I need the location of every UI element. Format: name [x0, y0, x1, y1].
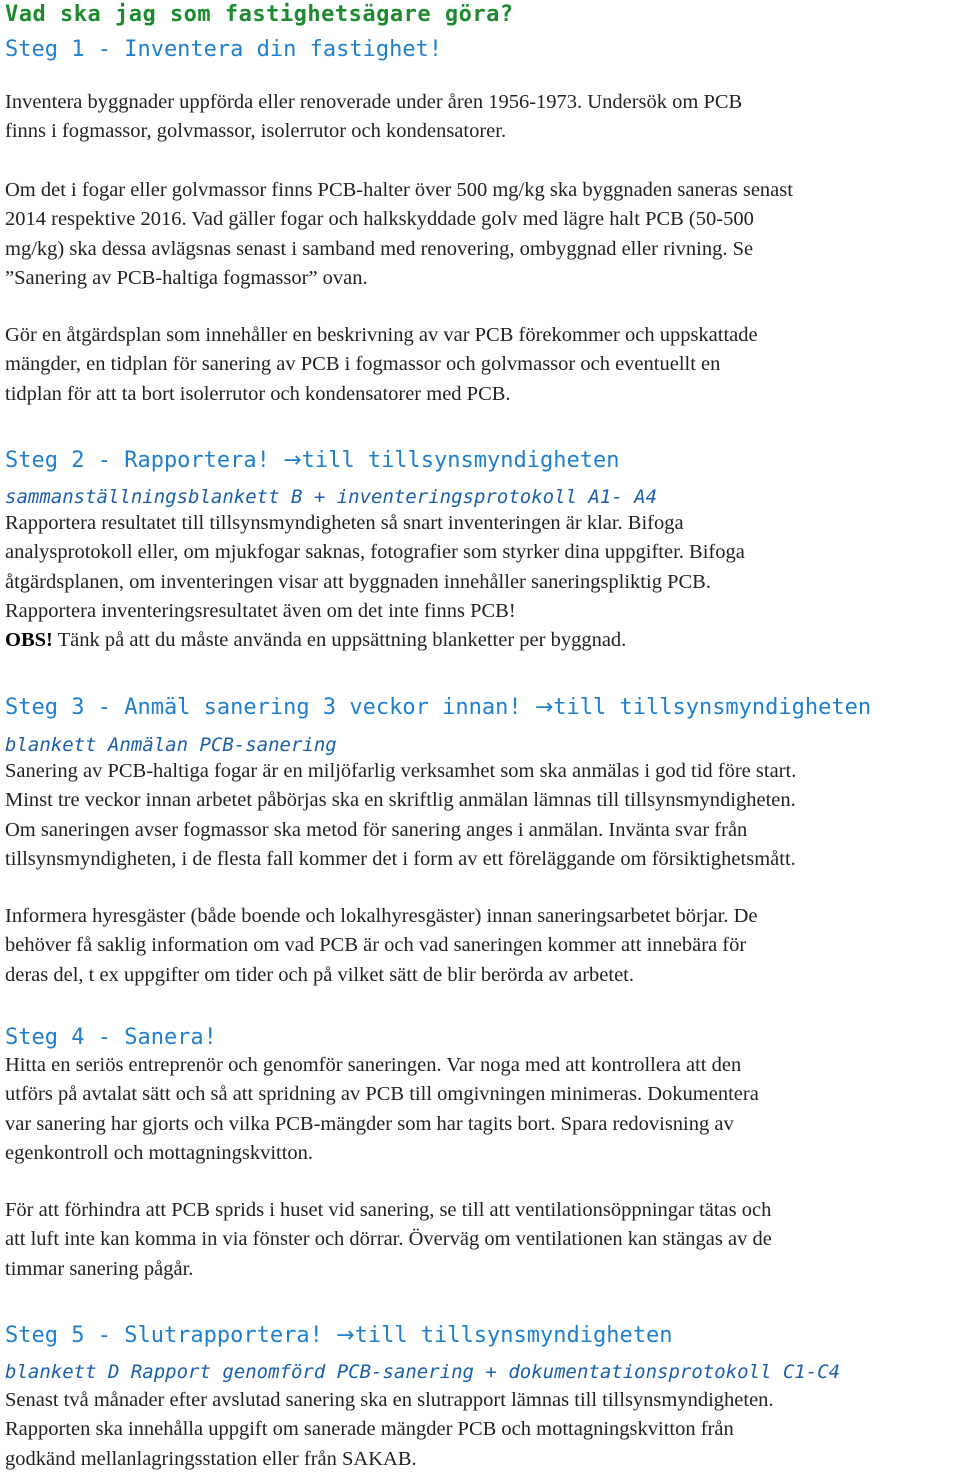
text-line: behöver få saklig information om vad PCB är och vad saneringen kommer att innebära för [5, 934, 747, 957]
step5-paragraph-1 [5, 1386, 960, 1474]
arrow-right-icon: → [283, 448, 302, 473]
step5-heading-row [5, 1321, 672, 1351]
text-line: deras del, t ex uppgifter om tider och på vilket sätt de blir berörda av arbetet. [5, 963, 635, 986]
step3-heading-row [5, 693, 871, 723]
text-line: Hitta en seriös entreprenör och genomför saneringen. Var noga med att kontrollera att den [5, 1054, 742, 1076]
text-line: Sanering av PCB-haltiga fogar är en miljöfarlig verksamhet som ska anmälas i god tid före start. [5, 760, 797, 782]
step1-paragraph-3 [5, 321, 960, 409]
text-line: Minst tre veckor innan arbetet påbörjas ska en skriftlig anmälan lämnas till tillsynsmyndigheten. [5, 789, 796, 812]
text-line: tillsynsmyndigheten, i de flesta fall kommer det i form av ett föreläggande om försiktighetsmått. [5, 847, 796, 870]
step3-target: till tillsynsmyndigheten [553, 695, 872, 720]
text-line: Rapporten ska innehålla uppgift om sanerade mängder PCB och mottagningskvitton från [5, 1418, 734, 1441]
text-line: Inventera byggnader uppförda eller renoverade under åren 1956-1973. Undersök om PCB [5, 91, 743, 113]
text-line: Om saneringen avser fogmassor ska metod för sanering anges i anmälan. Invänta svar från [5, 818, 748, 841]
step5-forms: blankett D Rapport genomförd PCB-sanering + dokumentationsprotokoll C1-C4 [5, 1361, 841, 1383]
step5-target: till tillsynsmyndigheten [354, 1323, 673, 1348]
text-line: godkänd mellanlagringsstation eller från SAKAB. [5, 1447, 417, 1470]
text-line: åtgärdsplanen, om inventeringen visar att byggnaden innehåller saneringspliktig PCB. [5, 570, 711, 593]
step3-heading: Steg 3 - Anmäl sanering 3 veckor innan! [5, 695, 522, 720]
text-line: var sanering har gjorts och vilka PCB-mängder som har tagits bort. Spara redovisning av [5, 1112, 734, 1135]
step2-heading: Steg 2 - Rapportera! [5, 448, 270, 473]
step4-paragraph-2 [5, 1196, 960, 1284]
step2-heading-row [5, 446, 619, 476]
step3-paragraph-1 [5, 757, 960, 874]
step4-heading: Steg 4 - Sanera! [5, 1025, 217, 1050]
text-line: timmar sanering pågår. [5, 1257, 194, 1280]
text-line: Rapportera inventeringsresultatet även om det inte finns PCB! [5, 599, 516, 622]
text-line: För att förhindra att PCB sprids i huset vid sanering, se till att ventilationsöppningar tätas och [5, 1199, 772, 1221]
text-line: ”Sanering av PCB-haltiga fogmassor” ovan. [5, 266, 368, 289]
text-line: Gör en åtgärdsplan som innehåller en beskrivning av var PCB förekommer och uppskattade [5, 324, 758, 346]
text-line: Om det i fogar eller golvmassor finns PCB-halter över 500 mg/kg ska byggnaden saneras senast [5, 179, 793, 201]
step2-paragraph-1 [5, 509, 960, 626]
step3-forms: blankett Anmälan PCB-sanering [5, 734, 337, 756]
text-line: mängder, en tidplan för sanering av PCB i fogmassor och golvmassor och eventuellt en [5, 353, 721, 376]
text-line: mg/kg) ska dessa avlägsnas senast i samband med renovering, ombyggnad eller rivning. Se [5, 237, 754, 260]
text-line: utförs på avtalat sätt och så att spridning av PCB till omgivningen minimeras. Dokumentera [5, 1083, 759, 1106]
page-title: Vad ska jag som fastighetsägare göra? [5, 2, 514, 27]
step5-heading: Steg 5 - Slutrapportera! [5, 1323, 323, 1348]
step1-paragraph-2 [5, 176, 960, 293]
step4-paragraph-1 [5, 1051, 960, 1168]
step1-heading: Steg 1 - Inventera din fastighet! [5, 37, 443, 62]
text-line: Informera hyresgäster (både boende och lokalhyresgäster) innan saneringsarbetet börjar. De [5, 905, 758, 927]
step3-paragraph-2 [5, 902, 960, 990]
step1-paragraph-1 [5, 88, 960, 147]
text-line: finns i fogmassor, golvmassor, isolerrutor och kondensatorer. [5, 120, 507, 143]
step2-forms: sammanställningsblankett B + inventeringsprotokoll A1- A4 [5, 486, 658, 508]
arrow-right-icon: → [534, 695, 554, 720]
obs-label: OBS! [5, 629, 53, 651]
obs-text: Tänk på att du måste använda en uppsättning blanketter per byggnad. [52, 629, 627, 651]
text-line: egenkontroll och mottagningskvitton. [5, 1141, 314, 1164]
step2-target: till tillsynsmyndigheten [301, 448, 620, 473]
text-line: Senast två månader efter avslutad sanering ska en slutrapport lämnas till tillsynsmyndigheten. [5, 1389, 774, 1411]
text-line: Rapportera resultatet till tillsynsmyndigheten så snart inventeringen är klar. Bifoga [5, 512, 684, 534]
step2-obs [5, 626, 960, 655]
text-line: att luft inte kan komma in via fönster och dörrar. Överväg om ventilationen kan stängas av de [5, 1228, 772, 1251]
text-line: 2014 respektive 2016. Vad gäller fogar och halkskyddade golv med lägre halt PCB (50-500 [5, 208, 754, 231]
text-line: tidplan för att ta bort isolerrutor och kondensatorer med PCB. [5, 382, 511, 405]
text-line: analysprotokoll eller, om mjukfogar saknas, fotografier som styrker dina uppgifter. Bifoga [5, 541, 745, 564]
arrow-right-icon: → [336, 1323, 355, 1348]
